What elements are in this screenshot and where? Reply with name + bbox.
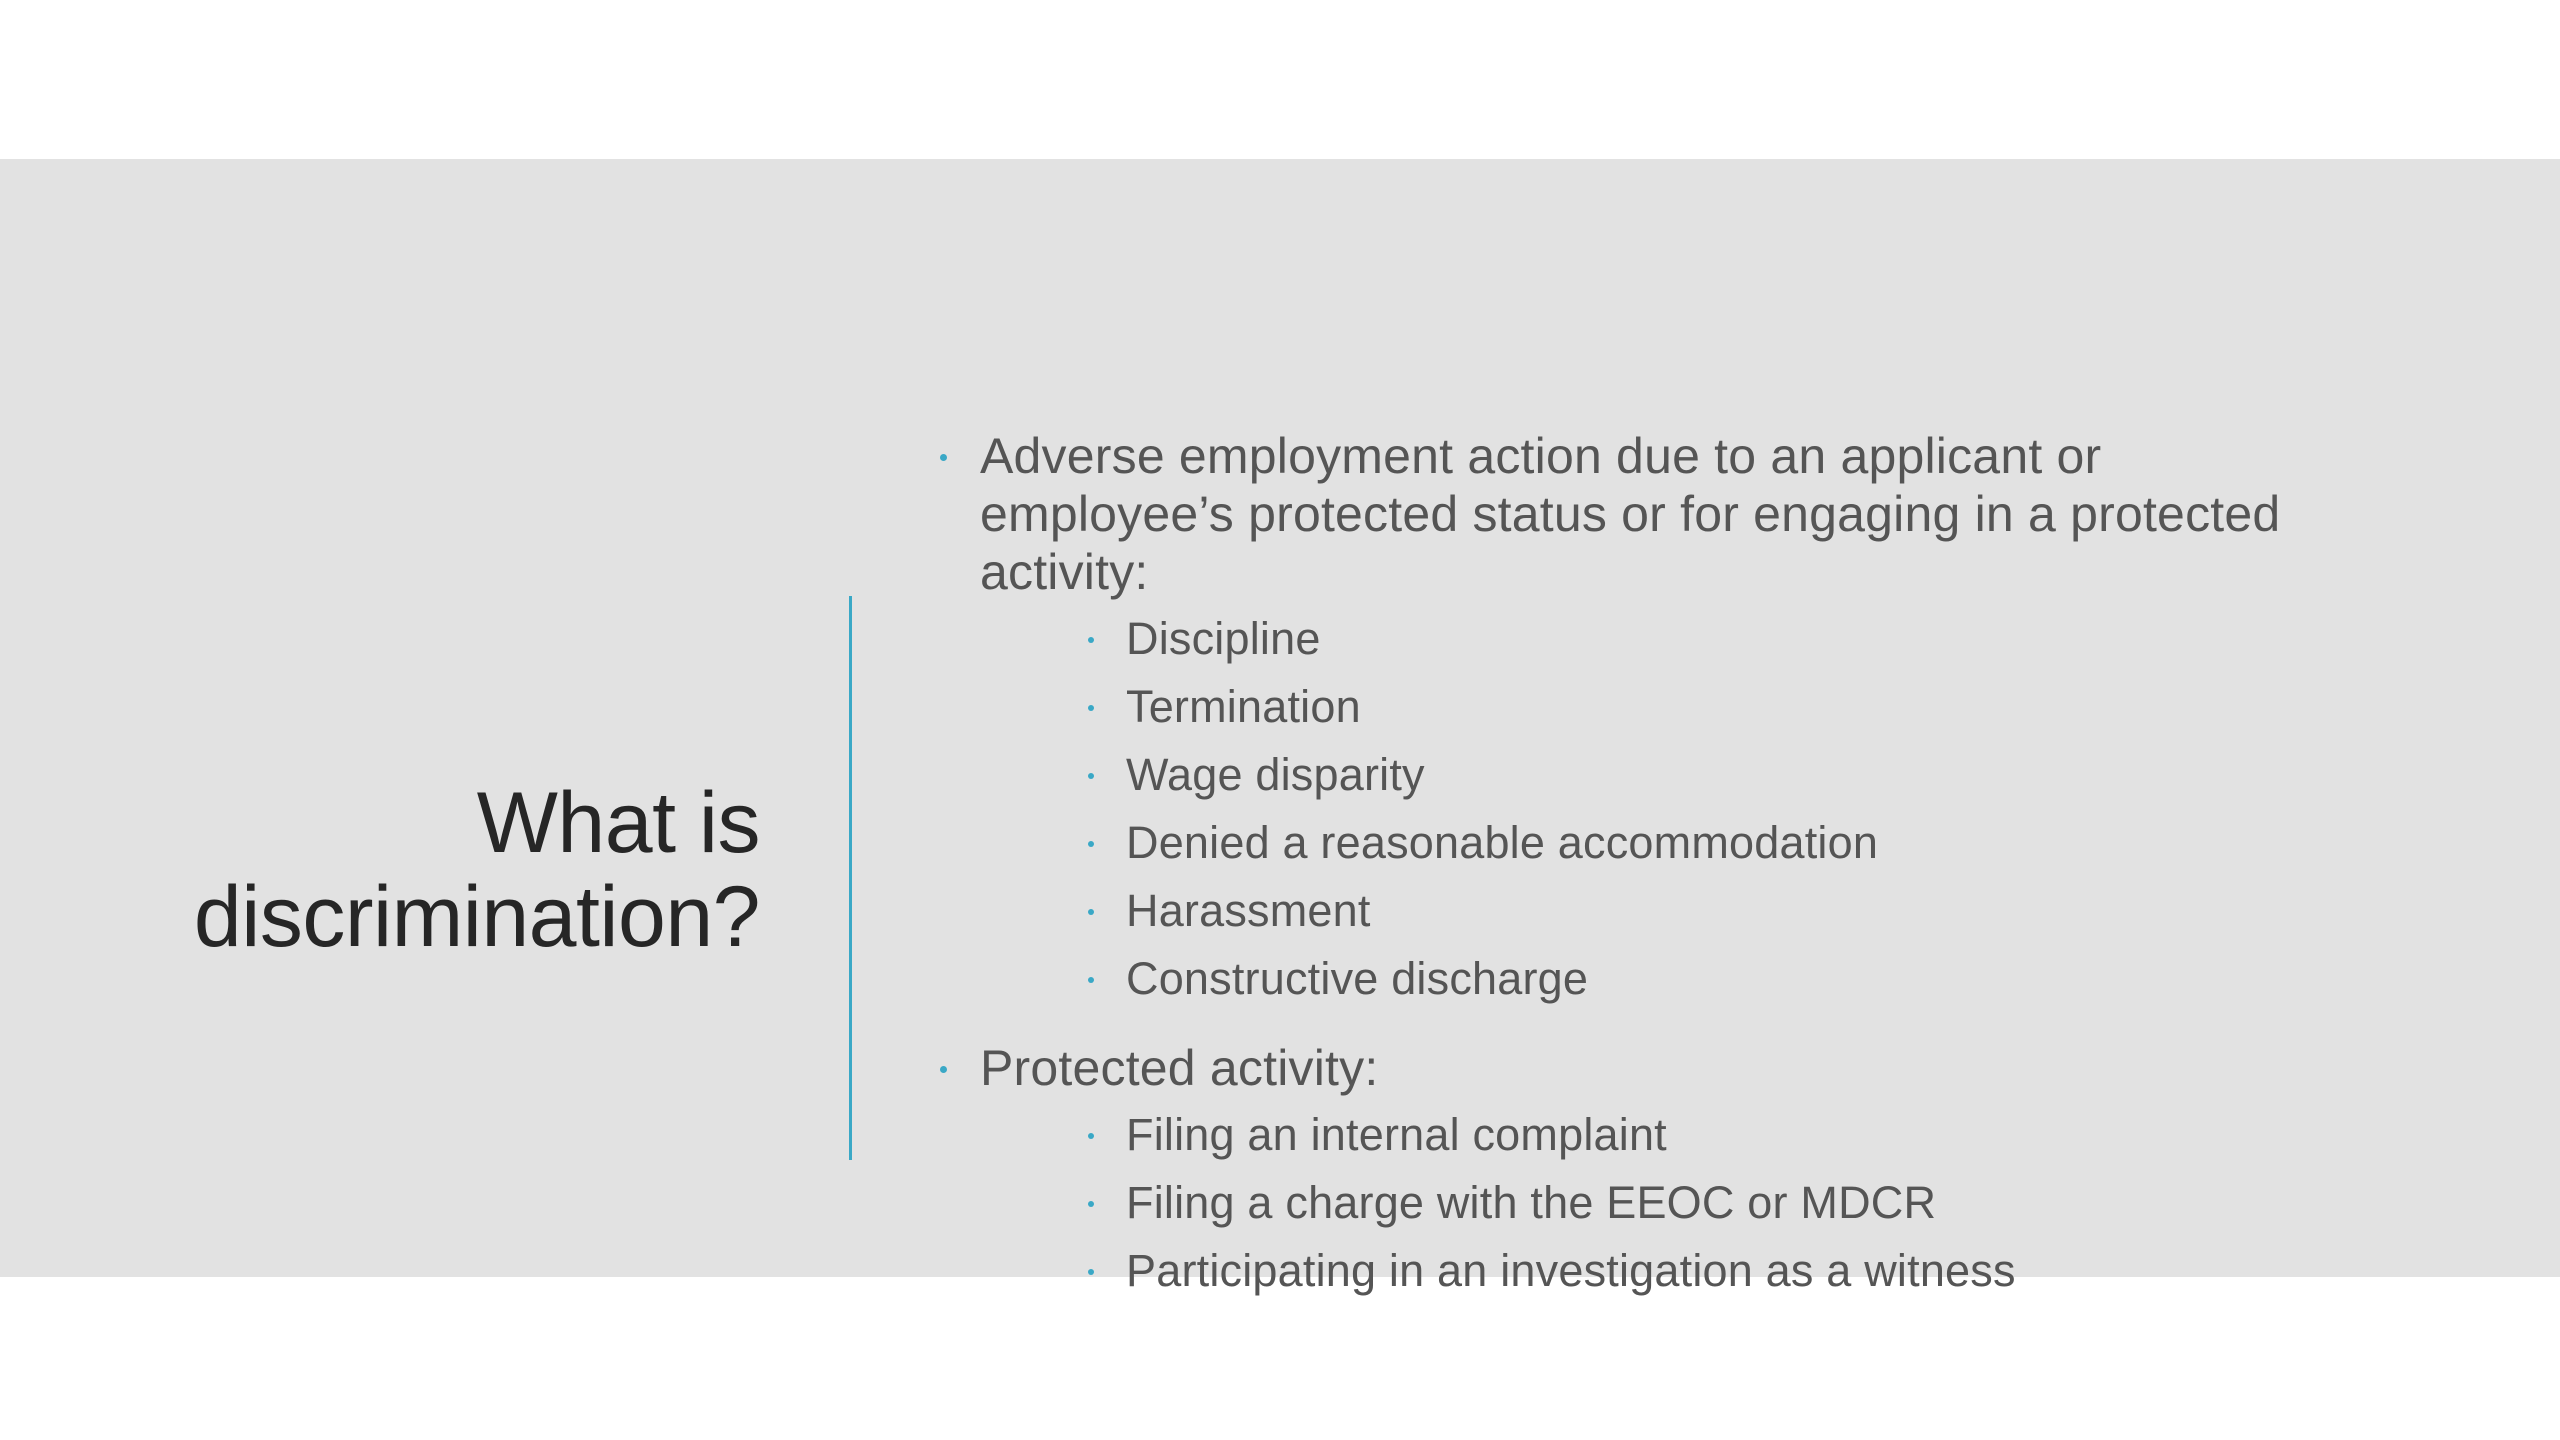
bullet-dot-icon [940,454,947,461]
sub-bullet-item [1088,673,2340,741]
bullet-dot-icon [1088,841,1094,847]
bullet-dot-icon [940,1066,947,1073]
title-divider [849,596,852,1160]
bullet-dot-icon [1088,705,1094,711]
slide-title-line: What is [476,775,760,871]
sub-bullet-text: Participating in an investigation as a witness [1126,1245,2016,1296]
sub-bullet-text: Filing a charge with the EEOC or MDCR [1126,1177,1937,1228]
sub-bullet-item [1088,1237,2340,1305]
sub-bullet-item [1088,809,2340,877]
sub-bullet-text: Constructive discharge [1126,953,1589,1004]
bullet-dot-icon [1088,1269,1094,1275]
sub-bullet-text: Discipline [1126,613,1321,664]
bullet-dot-icon [1088,1133,1094,1139]
bullet-dot-icon [1088,909,1094,915]
bullet-dot-icon [1088,1201,1094,1207]
sub-bullet-item [1088,1101,2340,1169]
bullet-dot-icon [1088,637,1094,643]
sub-bullet-text: Denied a reasonable accommodation [1126,817,1879,868]
slide-title [60,776,760,964]
sub-bullet-text: Harassment [1126,885,1371,936]
sub-bullet-text: Filing an internal complaint [1126,1109,1667,1160]
bullet-text: Adverse employment action due to an applicant or employee’s protected status or for engaging in a protected activity: [980,428,2281,600]
sub-bullet-list [980,605,2340,1013]
sub-bullet-text: Wage disparity [1126,749,1425,800]
bullet-item [940,427,2340,1013]
sub-bullet-item [1088,1169,2340,1237]
sub-bullet-item [1088,605,2340,673]
slide [0,159,2560,1296]
bullet-list [940,427,2340,1305]
sub-bullet-item [1088,945,2340,1013]
slide-title-line: discrimination? [193,869,760,965]
sub-bullet-item [1088,741,2340,809]
slide-content [940,427,2340,1305]
bullet-text: Protected activity: [980,1040,1379,1096]
bullet-dot-icon [1088,977,1094,983]
bullet-dot-icon [1088,773,1094,779]
sub-bullet-list [980,1101,2340,1305]
sub-bullet-text: Termination [1126,681,1361,732]
sub-bullet-item [1088,877,2340,945]
bullet-item [940,1039,2340,1305]
